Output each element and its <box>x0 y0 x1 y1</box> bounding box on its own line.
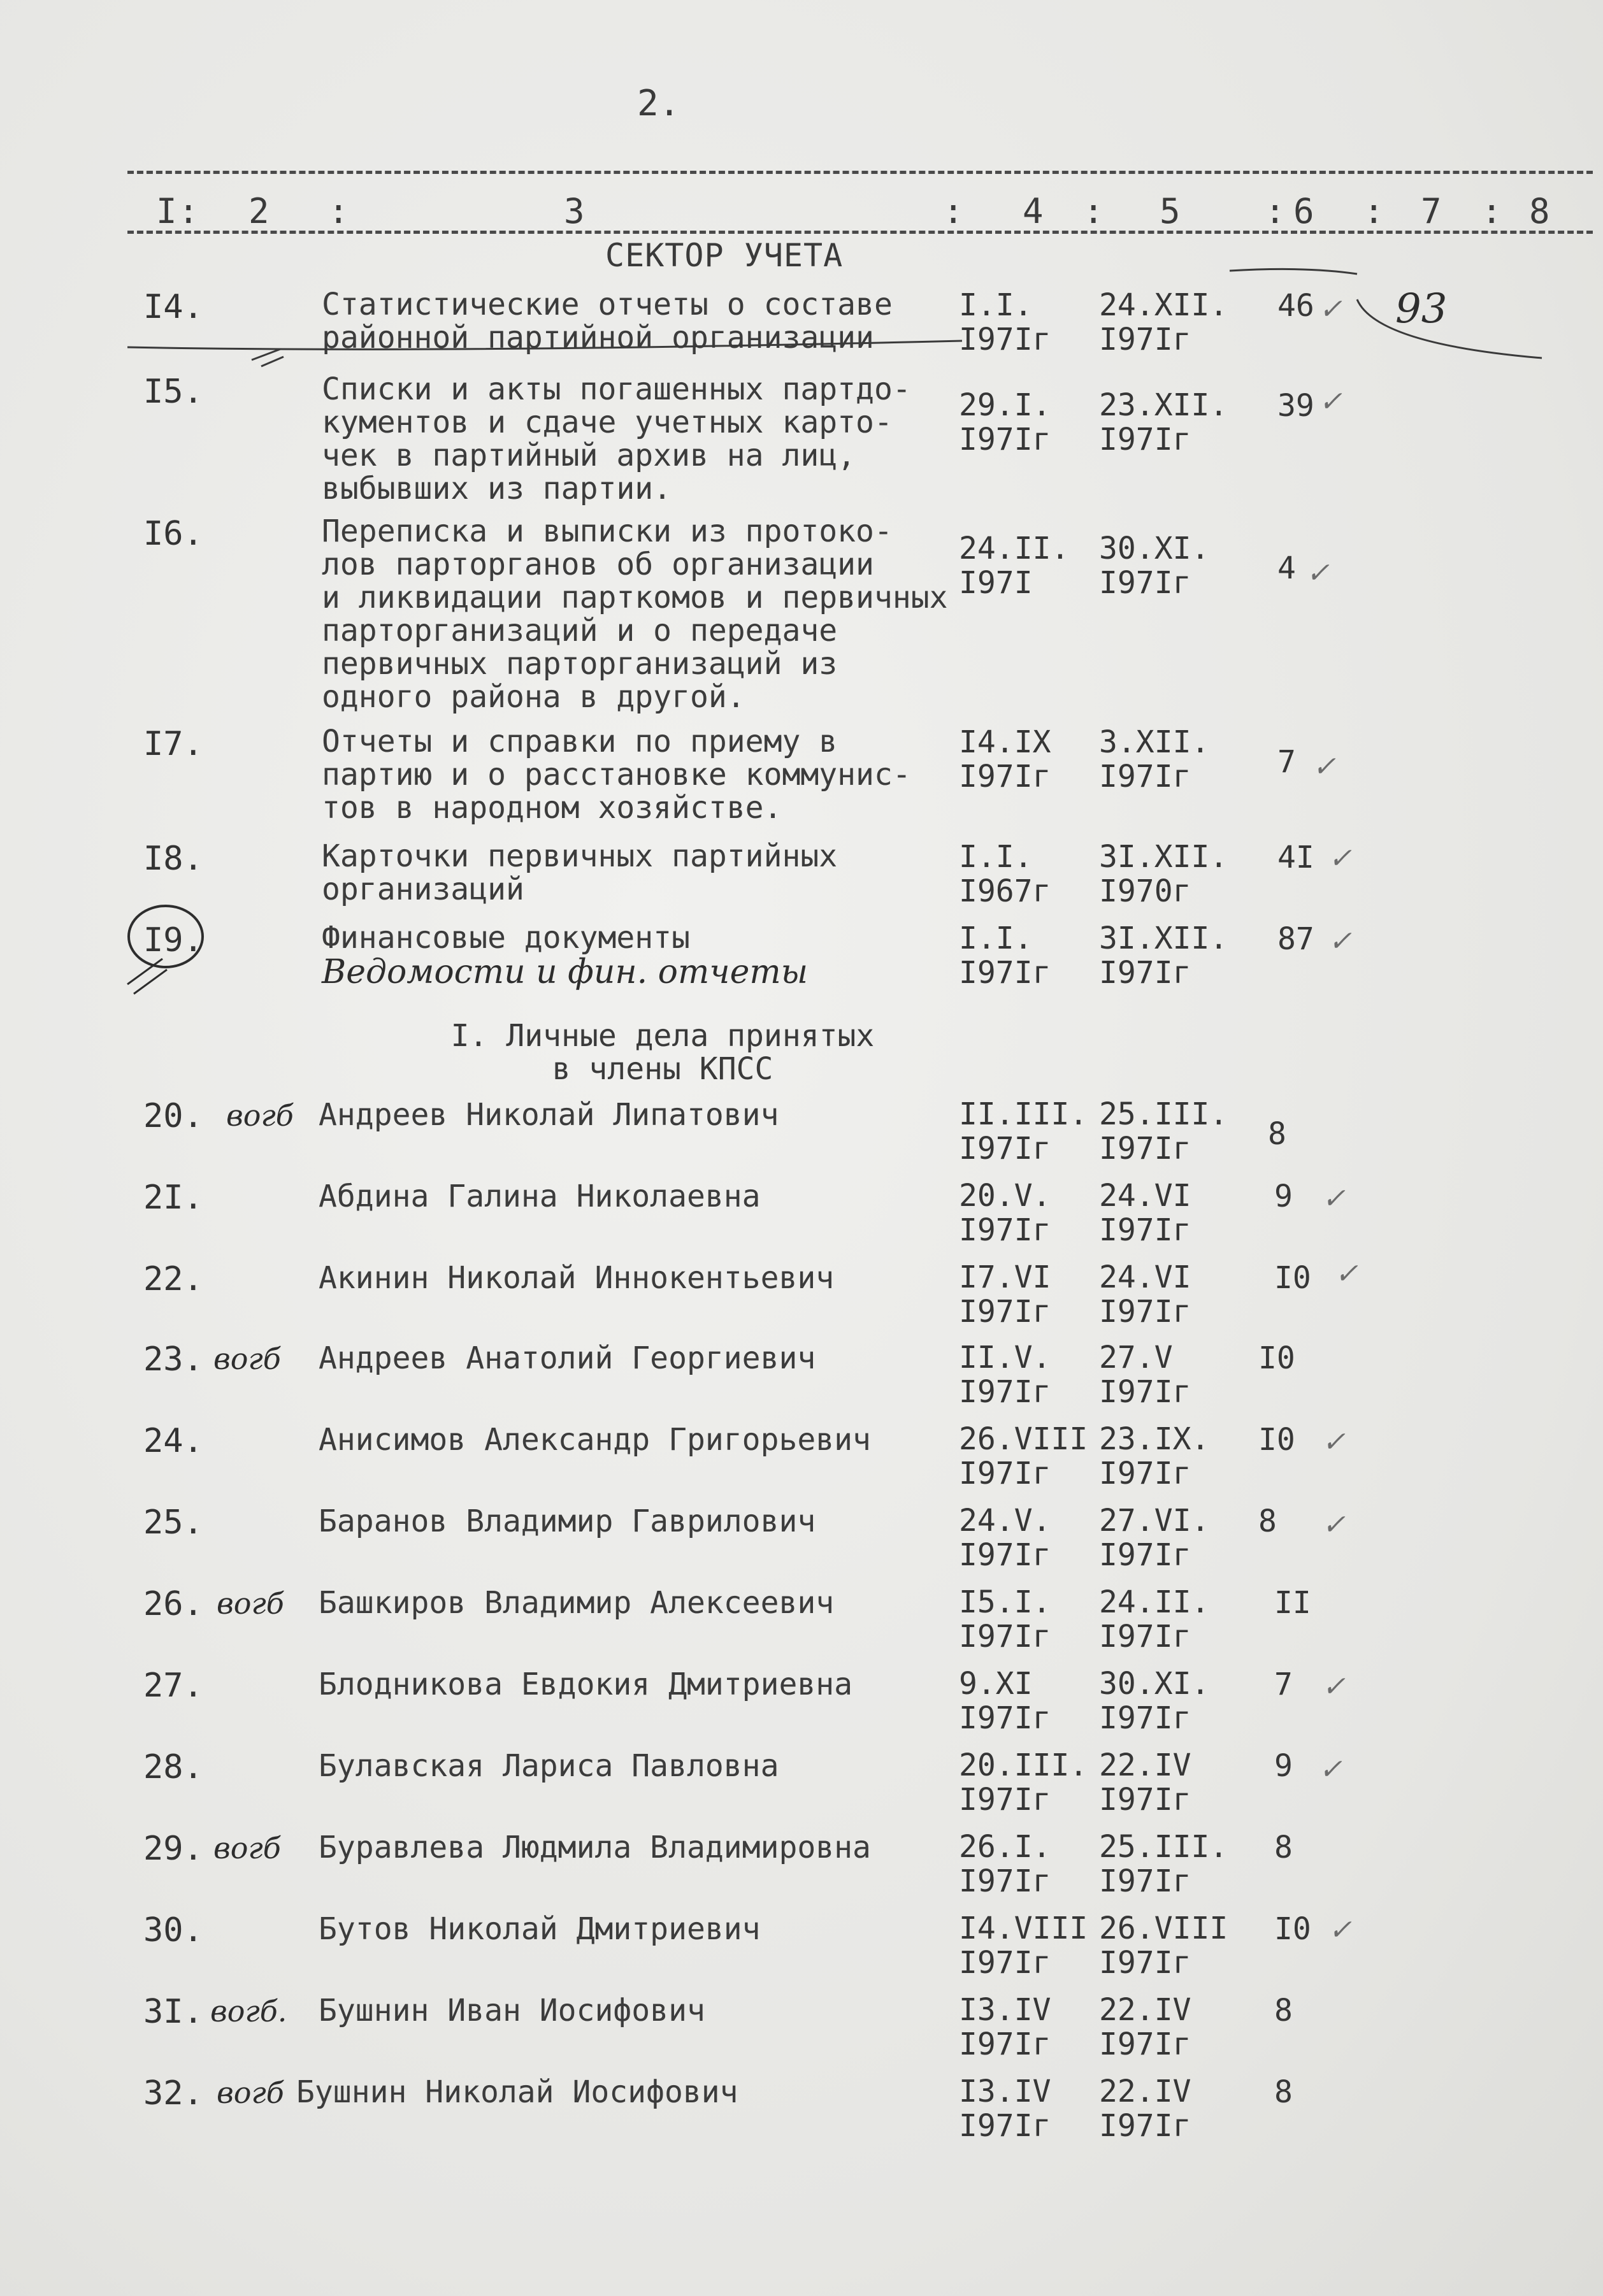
check-mark-icon: ✓ <box>1319 385 1342 418</box>
start-date: I3.IV I97Iг <box>959 2074 1051 2144</box>
start-date: 9.XI I97Iг <box>959 1666 1051 1736</box>
start-date: I7.VI I97Iг <box>959 1259 1051 1330</box>
sheet-count: 4 <box>1277 550 1296 586</box>
start-date: I.I. I967г <box>959 839 1051 909</box>
check-mark-icon: ✓ <box>1328 925 1352 958</box>
sheet-count: 9 <box>1274 1748 1293 1784</box>
column-heading: 5 <box>1160 191 1182 231</box>
sheet-count: 87 <box>1277 921 1314 957</box>
handwritten-mark: вогб <box>213 1831 281 1865</box>
bracket-stroke <box>1230 269 1357 274</box>
row-number: I5. <box>143 373 203 411</box>
person-name: Абдина Галина Николаевна <box>319 1179 761 1214</box>
sheet-count: I0 <box>1274 1911 1311 1947</box>
end-date: 22.IV I97Iг <box>1099 1992 1191 2062</box>
person-name: Бушнин Иван Иосифович <box>319 1993 705 2028</box>
row-description: Статистические отчеты о составе районной партийной организации <box>322 287 893 355</box>
check-mark-icon: ✓ <box>1328 842 1352 875</box>
handwritten-note: Ведомости и фин. отчеты <box>322 953 809 991</box>
subsection-heading: I. Личные дела принятых в члены КПСС <box>450 1018 875 1087</box>
sheet-count: I0 <box>1258 1340 1295 1376</box>
end-date: 25.III. I97Iг <box>1099 1829 1228 1899</box>
check-mark-icon: ✓ <box>1322 1182 1346 1215</box>
person-name: Андреев Николай Липатович <box>319 1097 779 1133</box>
row-number: 32. <box>143 2074 203 2113</box>
person-name: Бушнин Николай Иосифович <box>296 2074 738 2110</box>
start-date: 24.V. I97Iг <box>959 1503 1051 1573</box>
row-number: I7. <box>143 725 203 763</box>
circled-number <box>129 906 203 967</box>
row-number: 25. <box>143 1503 203 1542</box>
end-date: 23.XII. I97Iг <box>1099 387 1228 457</box>
end-date: 26.VIII I97Iг <box>1099 1911 1228 1981</box>
start-date: I.I. I97Iг <box>959 287 1051 357</box>
start-date: 26.VIII I97Iг <box>959 1421 1088 1491</box>
handwritten-mark: вогб. <box>210 1994 287 2028</box>
end-date: 25.III. I97Iг <box>1099 1096 1228 1166</box>
start-date: I5.I. I97Iг <box>959 1584 1051 1654</box>
end-date: 27.V I97Iг <box>1099 1340 1191 1410</box>
end-date: 24.VI I97Iг <box>1099 1259 1191 1330</box>
start-date: 29.I. I97Iг <box>959 387 1051 457</box>
handwritten-mark: вогб <box>217 1586 284 1621</box>
end-date: 22.IV I97Iг <box>1099 2074 1191 2144</box>
row-number: 28. <box>143 1748 203 1786</box>
column-separator: : <box>1265 191 1287 231</box>
column-heading: 7 <box>1421 191 1443 231</box>
start-date: 24.II. I97I <box>959 531 1070 601</box>
check-mark-icon: ✓ <box>1328 1914 1352 1946</box>
end-date: 3I.XII. I970г <box>1099 839 1228 909</box>
person-name: Акинин Николай Иннокентьевич <box>319 1260 835 1296</box>
person-name: Баранов Владимир Гаврилович <box>319 1503 816 1539</box>
end-date: 24.XII. I97Iг <box>1099 287 1228 357</box>
row-description: Списки и акты погашенных партдо- кументов и сдаче учетных карто- чек в партийный архив на лиц, выбывших из партии. <box>322 371 911 506</box>
row-description: Переписка и выписки из протоко- лов парторганов об организации и ликвидации парткомов и первичных парторганизаций и о передаче первичных парторганизаций из одного района в другой. <box>322 513 948 715</box>
row-number: 26. <box>143 1585 203 1623</box>
end-date: 30.XI. I97Iг <box>1099 1666 1210 1736</box>
column-separator: : <box>943 191 965 231</box>
sheet-count: 8 <box>1274 2074 1293 2110</box>
check-mark-icon: ✓ <box>1322 1509 1346 1541</box>
sheet-count: 39 <box>1277 388 1314 424</box>
row-number: 27. <box>143 1667 203 1705</box>
row-number: 24. <box>143 1422 203 1460</box>
sheet-count: 9 <box>1274 1179 1293 1214</box>
sheet-count: 8 <box>1274 1830 1293 1865</box>
start-date: 26.I. I97Iг <box>959 1829 1051 1899</box>
person-name: Булавская Лариса Павловна <box>319 1748 779 1784</box>
sheet-count: I0 <box>1258 1422 1295 1458</box>
person-name: Бутов Николай Дмитриевич <box>319 1911 761 1947</box>
handwritten-mark: вогб <box>213 1342 281 1376</box>
person-name: Башкиров Владимир Алексеевич <box>319 1585 835 1621</box>
end-date: 3I.XII. I97Iг <box>1099 921 1228 991</box>
start-date: I4.IX I97Iг <box>959 724 1051 794</box>
row-number: 3I. <box>143 1993 203 2031</box>
start-date: I3.IV I97Iг <box>959 1992 1051 2062</box>
start-date: I.I. I97Iг <box>959 921 1051 991</box>
page-number: 2. <box>637 83 680 124</box>
column-separator: : <box>328 191 350 231</box>
end-date: 27.VI. I97Iг <box>1099 1503 1210 1573</box>
end-date: 3.XII. I97Iг <box>1099 724 1210 794</box>
start-date: I4.VIII I97Iг <box>959 1911 1088 1981</box>
row-number: I8. <box>143 840 203 878</box>
handwritten-mark: вогб <box>226 1098 294 1133</box>
row-number: 23. <box>143 1340 203 1379</box>
bracket-stroke <box>1357 299 1542 358</box>
handwritten-mark: вогб <box>217 2076 284 2110</box>
row-number: 30. <box>143 1911 203 1949</box>
check-mark-icon: ✓ <box>1322 1670 1346 1703</box>
column-heading: 8 <box>1529 191 1551 231</box>
column-heading: I: <box>156 191 201 231</box>
column-separator: : <box>1083 191 1105 231</box>
person-name: Анисимов Александр Григорьевич <box>319 1422 871 1458</box>
column-heading: 3 <box>564 191 586 231</box>
sheet-count: 8 <box>1274 1993 1293 2028</box>
end-date: 30.XI. I97Iг <box>1099 531 1210 601</box>
check-mark-icon: ✓ <box>1306 557 1330 589</box>
end-date: 22.IV I97Iг <box>1099 1747 1191 1818</box>
person-name: Буравлева Людмила Владимировна <box>319 1830 871 1865</box>
column-heading: 6 <box>1293 191 1316 231</box>
person-name: Блодникова Евдокия Дмитриевна <box>319 1667 853 1702</box>
end-date: 24.VI I97Iг <box>1099 1178 1191 1248</box>
start-date: 20.III. I97Iг <box>959 1747 1088 1818</box>
row-number: I9. <box>143 921 203 959</box>
row-number: I4. <box>143 288 203 326</box>
end-date: 23.IX. I97Iг <box>1099 1421 1210 1491</box>
sheet-count: 46 <box>1277 288 1314 324</box>
start-date: II.III. I97Iг <box>959 1096 1088 1166</box>
row-number: 2I. <box>143 1179 203 1217</box>
start-date: II.V. I97Iг <box>959 1340 1051 1410</box>
sheet-count: I0 <box>1274 1260 1311 1296</box>
column-heading: 2 <box>248 191 271 231</box>
check-mark-icon: ✓ <box>1319 1753 1342 1786</box>
check-mark-icon: ✓ <box>1335 1258 1358 1290</box>
end-date: 24.II. I97Iг <box>1099 1584 1210 1654</box>
check-mark-icon: ✓ <box>1312 750 1336 783</box>
column-separator: : <box>1481 191 1504 231</box>
section-title: СЕКТОР УЧЕТА <box>605 237 844 274</box>
sheet-count: 7 <box>1274 1667 1293 1702</box>
sheet-count: 7 <box>1277 744 1296 780</box>
start-date: 20.V. I97Iг <box>959 1178 1051 1248</box>
check-mark-icon: ✓ <box>1322 1426 1346 1458</box>
row-description: Карточки первичных партийных организаций <box>322 838 838 907</box>
row-number: 29. <box>143 1830 203 1868</box>
slash-mark <box>252 349 284 366</box>
row-description: Отчеты и справки по приему в партию и о расстановке коммунис- тов в народном хозяйстве. <box>322 724 911 826</box>
row-number: I6. <box>143 515 203 553</box>
row-description: Финансовые документы <box>322 920 690 956</box>
person-name: Андреев Анатолий Георгиевич <box>319 1340 816 1376</box>
sheet-count: 8 <box>1268 1116 1286 1152</box>
row-number: 22. <box>143 1260 203 1298</box>
check-mark-icon: ✓ <box>1319 293 1342 326</box>
column-heading: 4 <box>1023 191 1045 231</box>
sheet-count: 8 <box>1258 1503 1277 1539</box>
underline-stroke <box>127 341 962 349</box>
sheet-count: II <box>1274 1585 1311 1621</box>
row-number: 20. <box>143 1097 203 1135</box>
sheet-count: 4I <box>1277 840 1314 875</box>
handwritten-total: 93 <box>1395 285 1448 333</box>
column-separator: : <box>1363 191 1386 231</box>
